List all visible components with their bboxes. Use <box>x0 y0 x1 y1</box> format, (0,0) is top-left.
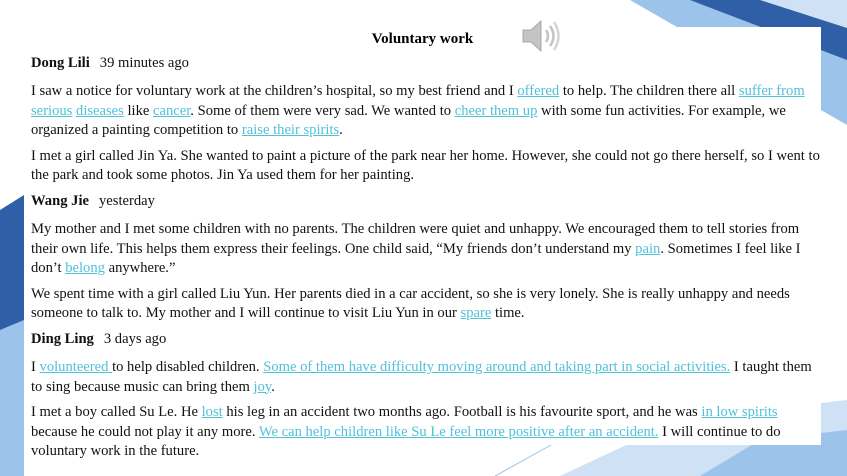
post-paragraph <box>31 285 821 324</box>
post-author: Wang Jie <box>31 192 89 209</box>
post-paragraph <box>31 403 821 462</box>
vocabulary-link[interactable]: spare <box>460 305 492 322</box>
vocabulary-link[interactable]: offered <box>517 83 560 99</box>
paragraph-text: I will continue to do voluntary work in the future. <box>31 423 781 460</box>
paragraph-text: with some fun activities. For example, we organized a painting competition to <box>31 102 786 139</box>
left-light-band <box>0 320 24 476</box>
content-card <box>24 27 821 460</box>
post-author: Ding Ling <box>31 330 94 347</box>
post-paragraph <box>31 358 821 397</box>
vocabulary-link[interactable]: in low spirits <box>701 404 778 421</box>
vocabulary-link[interactable]: suffer from <box>738 83 805 99</box>
paragraph-text: time. <box>491 305 525 322</box>
vocabulary-link[interactable]: cancer <box>153 102 191 119</box>
paragraph-text: to help disabled children. <box>112 358 264 375</box>
post-timestamp: yesterday <box>98 192 155 209</box>
paragraph-text: . Sometimes I feel like I don’t <box>31 240 801 277</box>
vocabulary-link[interactable]: volunteered <box>39 358 113 375</box>
paragraph-text: because he could not play it any more. <box>31 423 259 440</box>
post-timestamp: 3 days ago <box>103 330 167 347</box>
paragraph-text: . <box>271 378 275 395</box>
vocabulary-link[interactable]: cheer them up <box>454 102 538 119</box>
paragraph-text: . <box>339 122 343 139</box>
vocabulary-link[interactable]: serious <box>31 102 73 119</box>
vocabulary-link[interactable]: raise their spirits <box>241 122 340 139</box>
post-header <box>31 330 821 350</box>
paragraph-text: . Some of them were very sad. We wanted to <box>190 102 455 119</box>
post-paragraph <box>31 220 821 279</box>
paragraph-text: like <box>123 102 154 119</box>
post-header <box>31 192 821 212</box>
vocabulary-link[interactable]: pain <box>635 240 661 257</box>
paragraph-text: I met a girl called Jin Ya. She wanted to paint a picture of the park near her home. However, she could not go there herself, so I went to the park and took some photos. Jin Ya used them for her painting. <box>31 147 820 184</box>
page-title: Voluntary work <box>371 31 474 47</box>
paragraph-text: to help. The children there all <box>559 83 739 99</box>
paragraph-text: I met a boy called Su Le. He <box>31 404 202 421</box>
vocabulary-link[interactable]: joy <box>253 378 272 395</box>
paragraph-text: My mother and I met some children with no parents. The children were quiet and unhappy. We encouraged them to tell stories from their own life. This helps them express their feelings. One child said, “My friends don’t understand my <box>31 220 800 257</box>
paragraph-text: I <box>31 358 40 375</box>
vocabulary-link[interactable]: diseases <box>76 102 124 119</box>
posts-list <box>31 54 821 468</box>
post-header <box>31 54 821 74</box>
paragraph-text: We spent time with a girl called Liu Yun. Her parents died in a car accident, so she is very lonely. She is really unhappy and needs someone to talk to. My mother and I will continue to visit Liu Yun in our <box>31 285 790 322</box>
vocabulary-link[interactable]: belong <box>65 260 105 277</box>
speaker-icon[interactable] <box>519 16 565 56</box>
post-paragraph <box>31 147 821 186</box>
post-timestamp: 39 minutes ago <box>99 55 189 71</box>
paragraph-text: anywhere.” <box>104 260 176 277</box>
vocabulary-link[interactable]: Some of them have difficulty moving around and taking part in social activities. <box>263 358 731 375</box>
paragraph-text: his leg in an accident two months ago. Football is his favourite sport, and he was <box>222 404 702 421</box>
paragraph-text: I saw a notice for voluntary work at the children’s hospital, so my best friend and I <box>31 83 518 99</box>
vocabulary-link[interactable]: We can help children like Su Le feel more positive after an accident. <box>258 423 659 440</box>
post-paragraph <box>31 82 821 141</box>
vocabulary-link[interactable]: lost <box>201 404 223 421</box>
paragraph-text: I taught them to sing because music can bring them <box>31 358 812 395</box>
post-author: Dong Lili <box>31 55 90 71</box>
